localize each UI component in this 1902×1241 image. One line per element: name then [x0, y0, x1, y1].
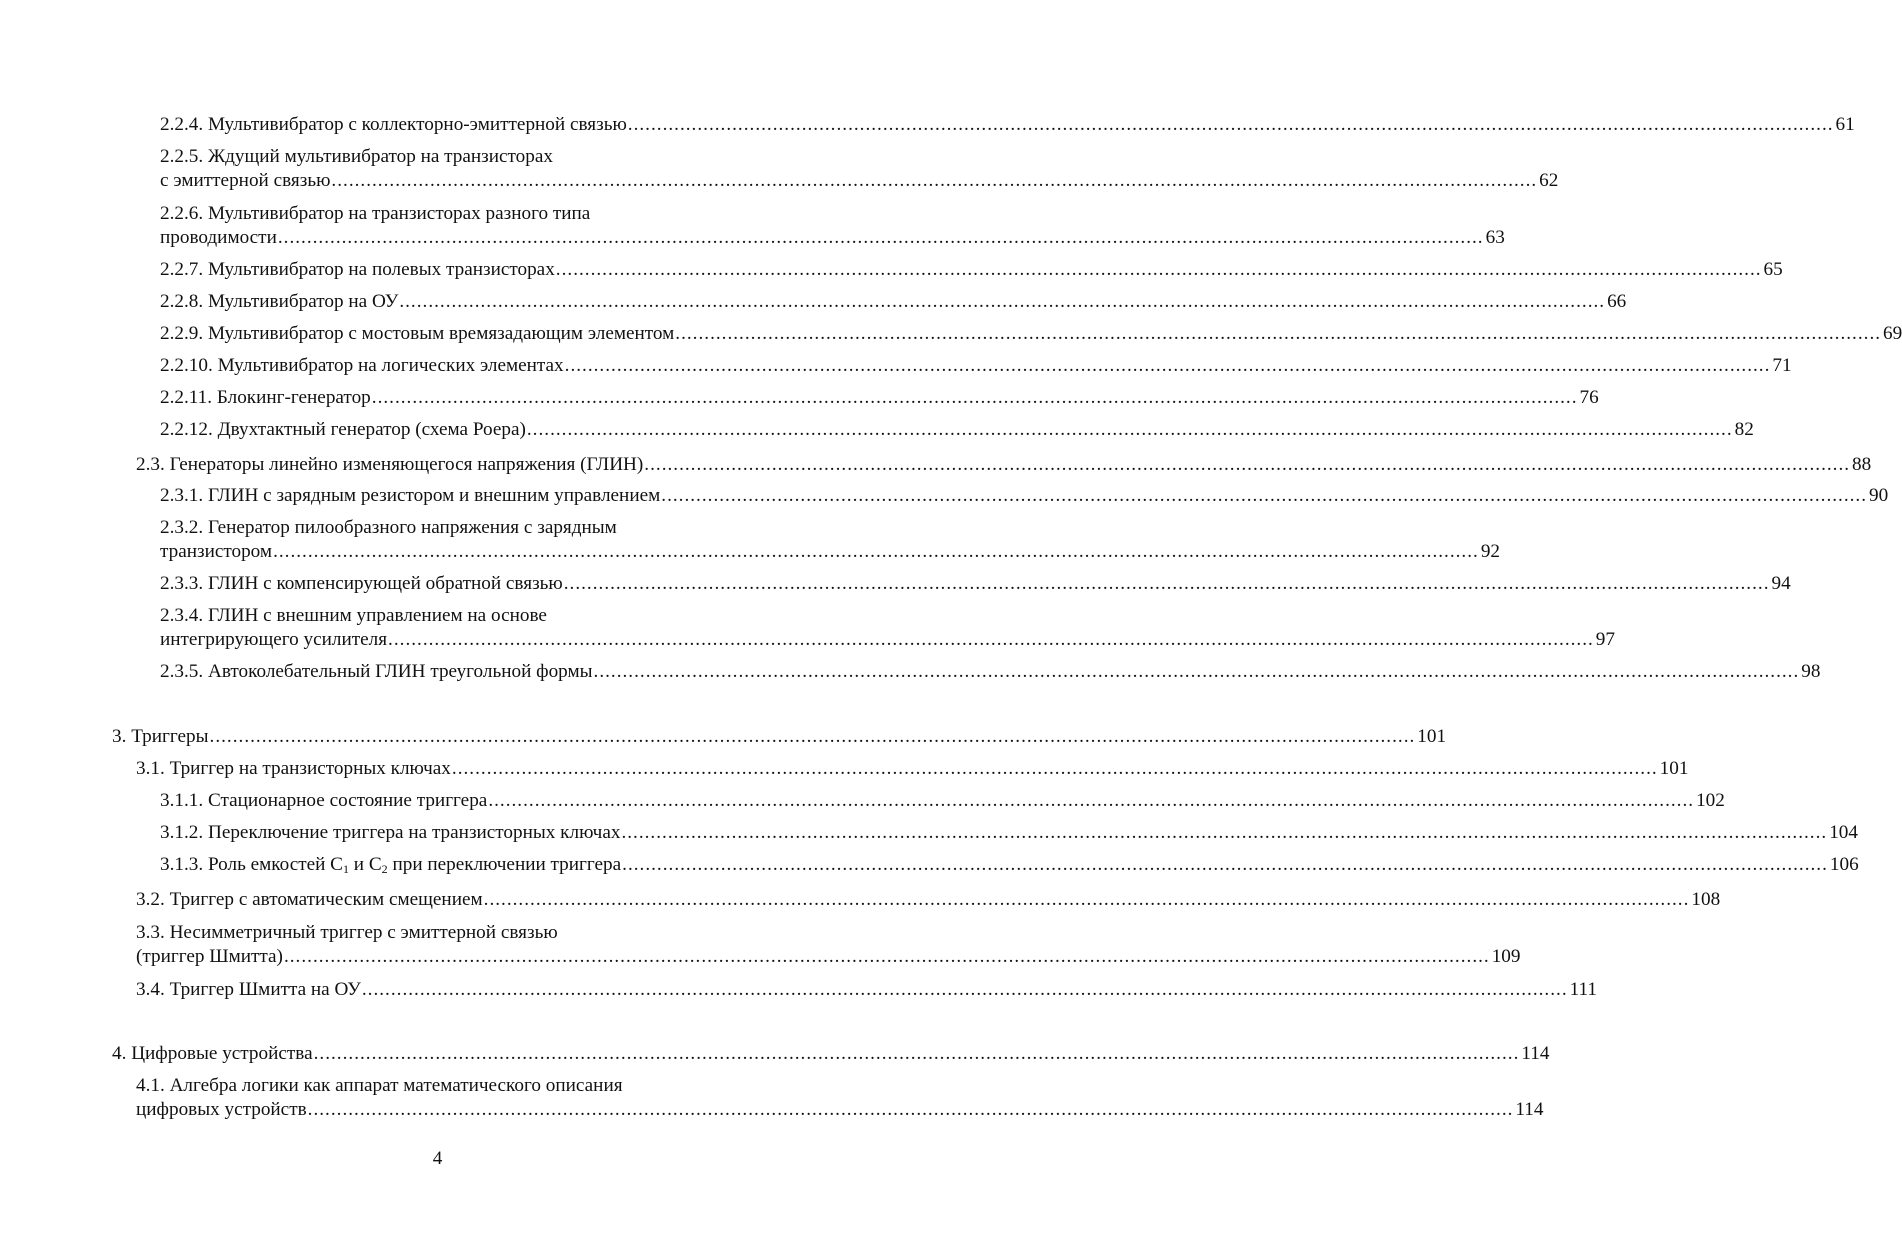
title-part-c: при переключении триггера [387, 854, 622, 875]
toc-entry-2-2-9[interactable] [160, 322, 1902, 346]
toc-entry-title: 2.2.4. Мультивибратор с коллекторно-эмиттерной связью [160, 114, 627, 135]
toc-entry-page: 61 [1835, 114, 1855, 135]
toc-entry-title: 2.2.12. Двухтактный генератор (схема Роера) [160, 419, 526, 440]
toc-entry-page: 94 [1771, 573, 1791, 594]
toc-entry-title-line1: 2.3.2. Генератор пилообразного напряжения с зарядным [160, 517, 617, 538]
leader-dots [622, 853, 1828, 877]
toc-entry-title: 2.2.7. Мультивибратор на полевых транзисторах [160, 259, 555, 280]
title-part-a: 3.1.3. Роль емкостей C [160, 854, 343, 875]
toc-entry-page: 92 [1480, 541, 1500, 562]
leader-dots [675, 322, 1881, 346]
toc-entry-2-3-4[interactable] [160, 604, 1615, 652]
subscript-2: 2 [381, 862, 388, 876]
toc-entry-title: 3.2. Триггер с автоматическим смещением [136, 889, 483, 910]
toc-entry-title-line2: (триггер Шмитта) [136, 946, 283, 967]
toc-entry-title: 2.3. Генераторы линейно изменяющегося напряжения (ГЛИН) [136, 454, 644, 475]
toc-entry-title: 3.4. Триггер Шмитта на ОУ [136, 979, 361, 1000]
toc-entry-title: 2.3.3. ГЛИН с компенсирующей обратной связью [160, 573, 563, 594]
leader-dots [362, 978, 1568, 1002]
toc-entry-title-line1: 4.1. Алгебра логики как аппарат математического описания [136, 1075, 623, 1096]
page-number: 4 [432, 1148, 443, 1169]
toc-entry-title: 2.3.1. ГЛИН с зарядным резистором и внешним управлением [160, 485, 661, 506]
toc-entry-2-2-7[interactable] [160, 258, 1783, 282]
toc-entry-title: 2.2.10. Мультивибратор на логических элементах [160, 355, 564, 376]
toc-entry-title-line2: проводимости [160, 227, 277, 248]
toc-entry-2-2-12[interactable] [160, 418, 1754, 442]
toc-entry-title: 3.1.1. Стационарное состояние триггера [160, 790, 488, 811]
toc-entry-2-2-10[interactable] [160, 354, 1792, 378]
toc-entry-title-line1: 2.2.5. Ждущий мультивибратор на транзисторах [160, 146, 553, 167]
leader-dots [628, 113, 1834, 137]
toc-entry-2-3-2[interactable] [160, 516, 1500, 564]
toc-entry-page: 98 [1801, 661, 1821, 682]
toc-entry-title: 2.2.9. Мультивибратор с мостовым времязадающим элементом [160, 323, 675, 344]
toc-entry-page: 114 [1521, 1043, 1550, 1064]
leader-dots [452, 757, 1658, 781]
toc-entry-3-4[interactable] [136, 978, 1597, 1002]
toc-entry-page: 76 [1579, 387, 1599, 408]
leader-dots [621, 821, 1827, 845]
toc-entry-page: 62 [1539, 170, 1559, 191]
toc-entry-title-line2: интегрирующего усилителя [160, 629, 388, 650]
leader-dots [308, 1098, 1514, 1122]
leader-dots [565, 354, 1771, 378]
leader-dots [594, 660, 1800, 684]
toc-entry-title-line1: 2.2.6. Мультивибратор на транзисторах разного типа [160, 203, 591, 224]
leader-dots [399, 290, 1605, 314]
toc-entry-2-3-5[interactable] [160, 660, 1821, 684]
leader-dots [484, 888, 1690, 912]
toc-entry-page: 109 [1491, 946, 1521, 967]
toc-entry-page: 69 [1883, 323, 1902, 344]
leader-dots [278, 226, 1484, 250]
leader-dots [644, 453, 1850, 477]
toc-entry-page: 104 [1829, 822, 1858, 843]
toc-entry-page: 114 [1515, 1099, 1544, 1120]
toc-entry-title-line1: 2.3.4. ГЛИН с внешним управлением на основе [160, 605, 547, 626]
toc-entry-page: 71 [1772, 355, 1792, 376]
leader-dots [388, 628, 1594, 652]
toc-entry-title: 3.1. Триггер на транзисторных ключах [136, 758, 451, 779]
toc-entry-title: 2.2.11. Блокинг-генератор [160, 387, 371, 408]
toc-entry-title [160, 853, 621, 877]
subscript-1: 1 [342, 862, 349, 876]
leader-dots [527, 418, 1733, 442]
toc-entry-page: 63 [1485, 227, 1505, 248]
toc-entry-page: 111 [1569, 979, 1597, 1000]
toc-entry-title-line2: цифровых устройств [136, 1099, 307, 1120]
toc-entry-3-1-2[interactable] [160, 821, 1858, 845]
toc-entry-title: 3.1.2. Переключение триггера на транзисторных ключах [160, 822, 621, 843]
toc-entry-page: 65 [1763, 259, 1783, 280]
toc-entry-2-2-5[interactable] [160, 145, 1559, 193]
leader-dots [273, 540, 1479, 564]
leader-dots [661, 484, 1867, 508]
toc-entry-title-line2: с эмиттерной связью [160, 170, 331, 191]
toc-entry-page: 106 [1829, 854, 1859, 875]
toc-entry-2-3-1[interactable] [160, 484, 1889, 508]
toc-entry-2-2-8[interactable] [160, 290, 1627, 314]
toc-entry-page: 97 [1595, 629, 1615, 650]
toc-entry-title-line2: транзистором [160, 541, 273, 562]
leader-dots [488, 789, 1694, 813]
toc-entry-title: 2.3.5. Автоколебательный ГЛИН треугольной формы [160, 661, 593, 682]
toc-entry-2-3-3[interactable] [160, 572, 1791, 596]
toc-entry-page: 101 [1659, 758, 1689, 779]
leader-dots [331, 169, 1537, 193]
toc-entry-4-1[interactable] [136, 1074, 1544, 1122]
title-part-b: и C [348, 854, 382, 875]
toc-entry-page: 108 [1691, 889, 1721, 910]
toc-entry-page: 102 [1696, 790, 1725, 811]
leader-dots [372, 386, 1578, 410]
toc-entry-3-3[interactable] [136, 921, 1521, 969]
toc-entry-3[interactable] [112, 725, 1447, 749]
toc-entry-2-2-4[interactable] [160, 113, 1855, 137]
leader-dots [556, 258, 1762, 282]
leader-dots [314, 1042, 1520, 1066]
toc-entry-page: 90 [1869, 485, 1889, 506]
toc-entry-3-1[interactable] [136, 757, 1689, 781]
toc-entry-page: 88 [1852, 454, 1872, 475]
toc-entry-2-3[interactable] [136, 453, 1872, 477]
leader-dots [210, 725, 1416, 749]
toc-entry-3-2[interactable] [136, 888, 1721, 912]
leader-dots [564, 572, 1770, 596]
toc-entry-title: 2.2.8. Мультивибратор на ОУ [160, 291, 399, 312]
toc-entry-page: 82 [1734, 419, 1754, 440]
leader-dots [284, 945, 1490, 969]
toc-entry-3-1-3[interactable] [160, 853, 1859, 877]
toc-entry-title: 3. Триггеры [112, 726, 209, 747]
toc-entry-4[interactable] [112, 1042, 1550, 1066]
toc-entry-3-1-1[interactable] [160, 789, 1725, 813]
toc-entry-title-line1: 3.3. Несимметричный триггер с эмиттерной связью [136, 922, 558, 943]
toc-entry-2-2-11[interactable] [160, 386, 1599, 410]
toc-entry-page: 101 [1417, 726, 1447, 747]
toc-entry-page: 66 [1607, 291, 1627, 312]
toc-entry-title: 4. Цифровые устройства [112, 1043, 313, 1064]
toc-entry-2-2-6[interactable] [160, 202, 1505, 250]
